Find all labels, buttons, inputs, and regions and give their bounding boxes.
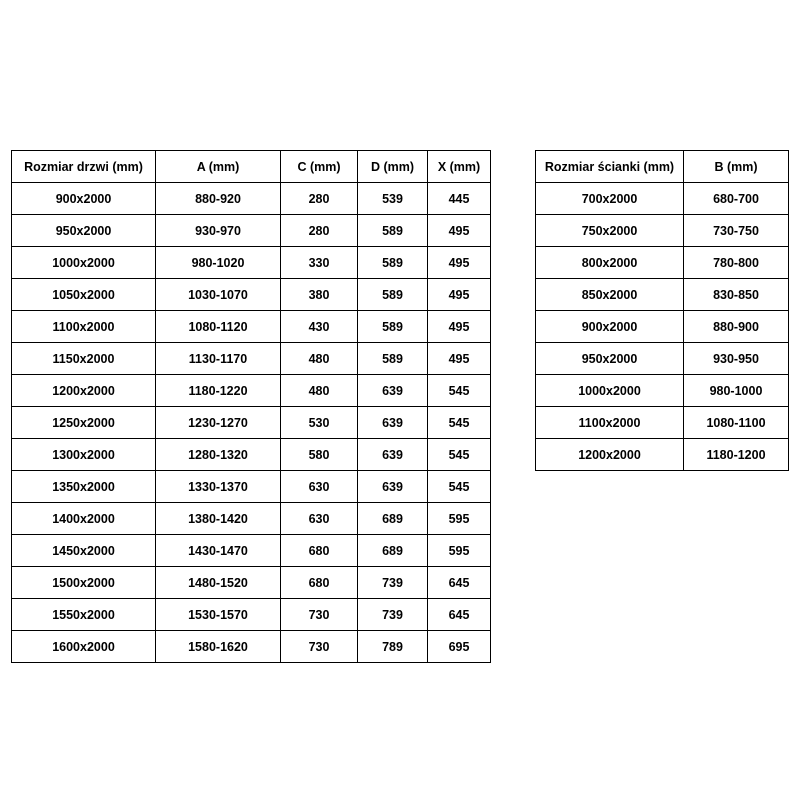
- cell-d: 589: [358, 215, 428, 247]
- cell-c: 280: [281, 215, 358, 247]
- table-row: [12, 375, 491, 407]
- cell-c: 630: [281, 471, 358, 503]
- cell-c: 280: [281, 183, 358, 215]
- cell-d: 639: [358, 407, 428, 439]
- cell-x: 495: [428, 311, 491, 343]
- table-row: [536, 439, 789, 471]
- cell-x: 695: [428, 631, 491, 663]
- cell-a: 930-970: [156, 215, 281, 247]
- cell-x: 545: [428, 407, 491, 439]
- cell-door-size: 900x2000: [12, 183, 156, 215]
- cell-x: 545: [428, 471, 491, 503]
- cell-door-size: 1150x2000: [12, 343, 156, 375]
- cell-c: 530: [281, 407, 358, 439]
- cell-b: 730-750: [684, 215, 789, 247]
- cell-door-size: 1050x2000: [12, 279, 156, 311]
- cell-door-size: 1550x2000: [12, 599, 156, 631]
- column-header-c: C (mm): [281, 151, 358, 183]
- cell-c: 430: [281, 311, 358, 343]
- cell-door-size: 1600x2000: [12, 631, 156, 663]
- cell-d: 739: [358, 567, 428, 599]
- column-header-d: D (mm): [358, 151, 428, 183]
- cell-wall-size: 1200x2000: [536, 439, 684, 471]
- cell-c: 580: [281, 439, 358, 471]
- cell-c: 630: [281, 503, 358, 535]
- cell-x: 645: [428, 567, 491, 599]
- cell-a: 1130-1170: [156, 343, 281, 375]
- cell-door-size: 1100x2000: [12, 311, 156, 343]
- cell-b: 1180-1200: [684, 439, 789, 471]
- cell-door-size: 1500x2000: [12, 567, 156, 599]
- cell-wall-size: 850x2000: [536, 279, 684, 311]
- cell-x: 495: [428, 279, 491, 311]
- cell-x: 545: [428, 439, 491, 471]
- table-row: [12, 311, 491, 343]
- cell-d: 589: [358, 247, 428, 279]
- cell-b: 980-1000: [684, 375, 789, 407]
- cell-d: 739: [358, 599, 428, 631]
- cell-wall-size: 1100x2000: [536, 407, 684, 439]
- table-row: [536, 311, 789, 343]
- table-header-row: [12, 151, 491, 183]
- table-row: [12, 535, 491, 567]
- table-row: [12, 343, 491, 375]
- cell-a: 1030-1070: [156, 279, 281, 311]
- cell-door-size: 1400x2000: [12, 503, 156, 535]
- cell-c: 480: [281, 375, 358, 407]
- table-row: [12, 407, 491, 439]
- cell-x: 495: [428, 247, 491, 279]
- cell-a: 1430-1470: [156, 535, 281, 567]
- cell-d: 789: [358, 631, 428, 663]
- cell-a: 980-1020: [156, 247, 281, 279]
- cell-d: 589: [358, 311, 428, 343]
- table-row: [12, 183, 491, 215]
- cell-a: 1330-1370: [156, 471, 281, 503]
- cell-d: 589: [358, 279, 428, 311]
- cell-c: 680: [281, 567, 358, 599]
- cell-c: 380: [281, 279, 358, 311]
- table-header-row: [536, 151, 789, 183]
- cell-a: 880-920: [156, 183, 281, 215]
- cell-x: 545: [428, 375, 491, 407]
- cell-d: 639: [358, 439, 428, 471]
- cell-a: 1380-1420: [156, 503, 281, 535]
- table-row: [12, 215, 491, 247]
- table-row: [12, 567, 491, 599]
- table-row: [12, 247, 491, 279]
- table-row: [12, 599, 491, 631]
- cell-wall-size: 900x2000: [536, 311, 684, 343]
- cell-wall-size: 700x2000: [536, 183, 684, 215]
- table-row: [12, 279, 491, 311]
- cell-x: 595: [428, 503, 491, 535]
- cell-c: 330: [281, 247, 358, 279]
- cell-a: 1580-1620: [156, 631, 281, 663]
- table-row: [536, 279, 789, 311]
- cell-door-size: 1250x2000: [12, 407, 156, 439]
- cell-b: 680-700: [684, 183, 789, 215]
- column-header-wall-size: Rozmiar ścianki (mm): [536, 151, 684, 183]
- cell-d: 639: [358, 375, 428, 407]
- table-row: [536, 183, 789, 215]
- table-row: [12, 439, 491, 471]
- table-row: [536, 215, 789, 247]
- table-row: [12, 503, 491, 535]
- door-size-table: [11, 150, 491, 663]
- cell-c: 730: [281, 599, 358, 631]
- cell-d: 639: [358, 471, 428, 503]
- cell-door-size: 1450x2000: [12, 535, 156, 567]
- column-header-a: A (mm): [156, 151, 281, 183]
- cell-b: 880-900: [684, 311, 789, 343]
- cell-a: 1280-1320: [156, 439, 281, 471]
- cell-door-size: 950x2000: [12, 215, 156, 247]
- cell-a: 1530-1570: [156, 599, 281, 631]
- cell-d: 689: [358, 535, 428, 567]
- cell-c: 680: [281, 535, 358, 567]
- cell-wall-size: 950x2000: [536, 343, 684, 375]
- cell-x: 495: [428, 215, 491, 247]
- cell-x: 645: [428, 599, 491, 631]
- table-row: [536, 343, 789, 375]
- cell-b: 830-850: [684, 279, 789, 311]
- cell-wall-size: 800x2000: [536, 247, 684, 279]
- cell-door-size: 1000x2000: [12, 247, 156, 279]
- cell-b: 930-950: [684, 343, 789, 375]
- cell-b: 1080-1100: [684, 407, 789, 439]
- cell-c: 730: [281, 631, 358, 663]
- cell-x: 445: [428, 183, 491, 215]
- cell-x: 495: [428, 343, 491, 375]
- cell-wall-size: 750x2000: [536, 215, 684, 247]
- cell-b: 780-800: [684, 247, 789, 279]
- cell-a: 1230-1270: [156, 407, 281, 439]
- cell-door-size: 1350x2000: [12, 471, 156, 503]
- cell-x: 595: [428, 535, 491, 567]
- wall-size-table: [535, 150, 789, 471]
- table-row: [12, 631, 491, 663]
- table-row: [536, 247, 789, 279]
- cell-d: 589: [358, 343, 428, 375]
- cell-d: 689: [358, 503, 428, 535]
- table-row: [536, 407, 789, 439]
- cell-a: 1180-1220: [156, 375, 281, 407]
- cell-c: 480: [281, 343, 358, 375]
- table-row: [12, 471, 491, 503]
- cell-door-size: 1300x2000: [12, 439, 156, 471]
- cell-wall-size: 1000x2000: [536, 375, 684, 407]
- cell-a: 1080-1120: [156, 311, 281, 343]
- cell-a: 1480-1520: [156, 567, 281, 599]
- cell-d: 539: [358, 183, 428, 215]
- column-header-b: B (mm): [684, 151, 789, 183]
- cell-door-size: 1200x2000: [12, 375, 156, 407]
- column-header-x: X (mm): [428, 151, 491, 183]
- column-header-door-size: Rozmiar drzwi (mm): [12, 151, 156, 183]
- table-row: [536, 375, 789, 407]
